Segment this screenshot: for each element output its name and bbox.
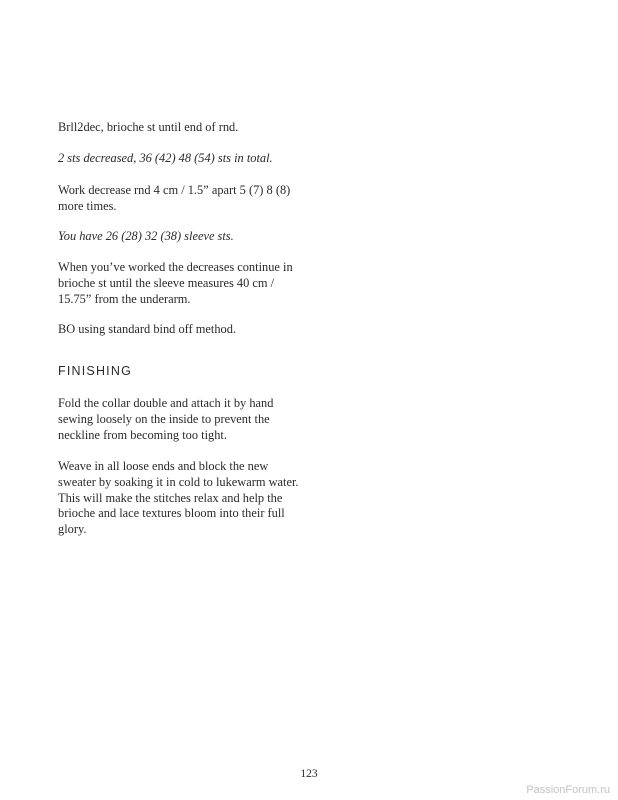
page-number: 123	[300, 768, 318, 780]
instruction-paragraph-2: Work decrease rnd 4 cm / 1.5” apart 5 (7) 8 (8) more times.	[58, 183, 291, 213]
stitch-count-note-2: You have 26 (28) 32 (38) sleeve sts.	[58, 229, 234, 243]
instruction-paragraph-4: BO using standard bind off method.	[58, 322, 237, 336]
watermark: PassionForum.ru	[526, 784, 610, 796]
instruction-paragraph-1: Brll2dec, brioche st until end of rnd.	[58, 120, 239, 134]
instruction-paragraph-3: When you’ve worked the decreases continue in brioche st until the sleeve measures 40 cm / 15.75” from the underarm.	[58, 260, 293, 306]
section-heading-finishing: FINISHING	[58, 364, 132, 378]
stitch-count-note-1: 2 sts decreased, 36 (42) 48 (54) sts in total.	[58, 151, 273, 165]
finishing-paragraph-1: Fold the collar double and attach it by hand sewing loosely on the inside to prevent the neckline from becoming too tight.	[58, 396, 274, 442]
finishing-paragraph-2: Weave in all loose ends and block the new sweater by soaking it in cold to lukewarm water. This will make the stitches relax and help the brioche and lace textures bloom into their full glory.	[58, 459, 299, 537]
